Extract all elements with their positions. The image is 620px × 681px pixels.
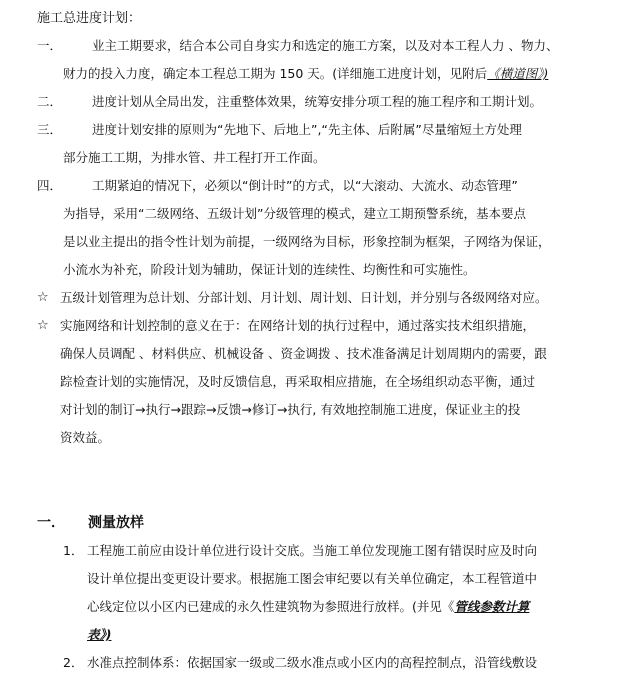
item-1-line-1: 业主工期要求，结合本公司自身实力和选定的施工方案，以及对本工程人力 、物力、	[92, 38, 559, 53]
item-4-line-3: 是以业主提出的指令性计划为前提，一级网络为目标，形象控制为框架，子网络为保证，	[63, 234, 551, 249]
section-item-1-line-3: 心线定位以小区内已建成的永久性建筑物为参照进行放样。(并见《管线参数计算	[87, 599, 530, 614]
item-marker-1: 一．	[37, 38, 63, 53]
section-item-1-line-1: 工程施工前应由设计单位进行设计交底。当施工单位发现施工图有错误时应及时向	[87, 543, 538, 558]
item-marker-2: 二．	[37, 94, 63, 109]
item-marker-4: 四．	[37, 178, 63, 193]
star-2-line-4: 对计划的制订→执行→跟踪→反馈→修订→执行, 有效地控制施工进度，保证业主的投	[60, 402, 521, 417]
section-item-marker-1: 1．	[63, 543, 84, 558]
item-1-line-2: 财力的投入力度，确定本工程总工期为 150 天。(详细施工进度计划，见附后《横道图》)	[63, 66, 549, 81]
star-icon: ☆	[37, 290, 49, 305]
star-1-line-1: 五级计划管理为总计划、分部计划、月计划、周计划、日计划，并分别与各级网络对应。	[60, 290, 548, 305]
item-2-line-1: 进度计划从全局出发，注重整体效果，统筹安排分项工程的施工程序和工期计划。	[92, 94, 543, 109]
section-item-1-line-2: 设计单位提出变更设计要求。根据施工图会审纪要以有关单位确定，本工程管道中	[87, 571, 538, 586]
item-4-line-4: 小流水为补充，阶段计划为辅助，保证计划的连续性、均衡性和可实施性。	[63, 262, 476, 277]
section-heading: 测量放样	[88, 515, 144, 531]
item-3-line-1: 进度计划安排的原则为“先地下、后地上”,“先主体、后附属”尽量缩短土方处理	[92, 122, 522, 137]
section-marker: 一．	[37, 515, 65, 531]
star-2-line-3: 踪检查计划的实施情况，及时反馈信息，再采取相应措施，在全场组织动态平衡，通过	[60, 374, 536, 389]
item-3-line-2: 部分施工工期，为排水管、井工程打开工作面。	[63, 150, 326, 165]
item-4-line-1: 工期紧迫的情况下，必须以“倒计时”的方式，以“大滚动、大流水、动态管理”	[92, 178, 518, 193]
item-marker-3: 三．	[37, 122, 63, 137]
section-item-2-line-1: 水准点控制体系：依据国家一级或二级水准点或小区内的高程控制点，沿管线敷设	[87, 655, 538, 670]
doc-title: 施工总进度计划：	[37, 11, 142, 26]
section-item-1-line-4: 表》)	[87, 627, 112, 642]
star-2-line-2: 确保人员调配 、材料供应、机械设备 、资金调拨 、技术准备满足计划周期内的需要，跟	[60, 346, 547, 361]
star-2-line-1: 实施网络和计划控制的意义在于：在网络计划的执行过程中，通过落实技术组织措施，	[60, 318, 536, 333]
star-icon: ☆	[37, 318, 49, 333]
item-4-line-2: 为指导，采用“二级网络、五级计划”分级管理的模式，建立工期预警系统，基本要点	[63, 206, 526, 221]
star-2-line-5: 资效益。	[60, 430, 111, 445]
section-item-marker-2: 2．	[63, 655, 84, 670]
